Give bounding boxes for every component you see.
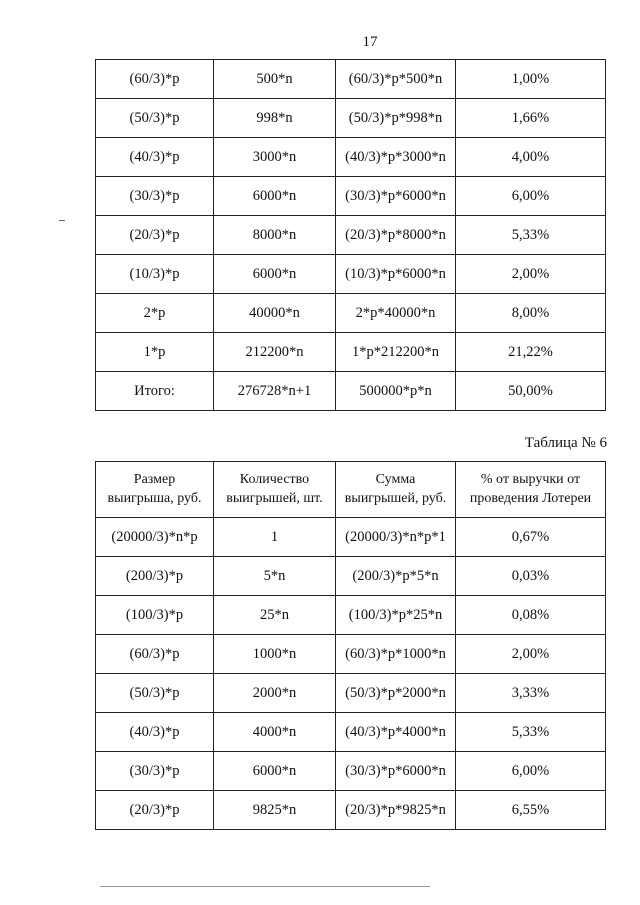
prize-amount-cell: (50/3)*p	[96, 674, 214, 713]
prize-sum-cell: (30/3)*p*6000*n	[336, 177, 456, 216]
prize-amount-cell: (30/3)*p	[96, 177, 214, 216]
margin-mark	[59, 220, 65, 221]
revenue-percent-cell: 1,66%	[456, 99, 606, 138]
prize-sum-cell: 2*p*40000*n	[336, 294, 456, 333]
revenue-percent-cell: 5,33%	[456, 713, 606, 752]
prize-amount-cell: (60/3)*p	[96, 635, 214, 674]
prize-amount-cell: (10/3)*p	[96, 255, 214, 294]
table-row	[96, 138, 606, 177]
table-row	[96, 333, 606, 372]
revenue-percent-cell: 1,00%	[456, 60, 606, 99]
prize-amount-cell: (100/3)*p	[96, 596, 214, 635]
prize-amount-cell: (30/3)*p	[96, 752, 214, 791]
page-number: 17	[362, 34, 378, 50]
revenue-percent-cell: 5,33%	[456, 216, 606, 255]
column-header-prize-count	[214, 462, 336, 518]
header-line: выигрышей, шт.	[226, 490, 323, 506]
table-body	[96, 60, 606, 411]
header-line: выигрышей, руб.	[344, 490, 447, 506]
revenue-percent-cell: 6,00%	[456, 177, 606, 216]
table-header	[96, 462, 606, 518]
total-sum-cell: 500000*p*n	[336, 372, 456, 411]
prize-amount-cell: (200/3)*p	[96, 557, 214, 596]
revenue-percent-cell: 0,03%	[456, 557, 606, 596]
prize-amount-cell: (60/3)*p	[96, 60, 214, 99]
prize-sum-cell: (100/3)*p*25*n	[336, 596, 456, 635]
total-count-cell: 276728*n+1	[214, 372, 336, 411]
revenue-percent-cell: 21,22%	[456, 333, 606, 372]
total-row	[96, 372, 606, 411]
header-line: % от выручки от	[480, 472, 581, 488]
column-header-prize-amount	[96, 462, 214, 518]
table-row	[96, 177, 606, 216]
prize-count-cell: 5*n	[214, 557, 336, 596]
prize-table-continued	[95, 59, 606, 411]
prize-count-cell: 212200*n	[214, 333, 336, 372]
header-line: Сумма	[375, 472, 416, 488]
table-row	[96, 294, 606, 333]
table-caption: Таблица № 6	[524, 435, 607, 451]
header-line: Количество	[239, 472, 310, 488]
prize-count-cell: 3000*n	[214, 138, 336, 177]
prize-count-cell: 1000*n	[214, 635, 336, 674]
table-row	[96, 635, 606, 674]
prize-sum-cell: (40/3)*p*3000*n	[336, 138, 456, 177]
column-header-revenue-percent	[456, 462, 606, 518]
prize-count-cell: 500*n	[214, 60, 336, 99]
revenue-percent-cell: 0,08%	[456, 596, 606, 635]
prize-amount-cell: (40/3)*p	[96, 713, 214, 752]
prize-count-cell: 6000*n	[214, 177, 336, 216]
prize-sum-cell: (50/3)*p*2000*n	[336, 674, 456, 713]
prize-count-cell: 6000*n	[214, 752, 336, 791]
prize-count-cell: 998*n	[214, 99, 336, 138]
prize-count-cell: 2000*n	[214, 674, 336, 713]
prize-amount-cell: (50/3)*p	[96, 99, 214, 138]
header-row	[96, 462, 606, 518]
total-percent-cell: 50,00%	[456, 372, 606, 411]
prize-amount-cell: (20000/3)*n*p	[96, 518, 214, 557]
prize-sum-cell: (30/3)*p*6000*n	[336, 752, 456, 791]
prize-sum-cell: (60/3)*p*500*n	[336, 60, 456, 99]
revenue-percent-cell: 6,00%	[456, 752, 606, 791]
total-label-cell: Итого:	[96, 372, 214, 411]
prize-sum-cell: (20/3)*p*8000*n	[336, 216, 456, 255]
table-row	[96, 674, 606, 713]
prize-sum-cell: (40/3)*p*4000*n	[336, 713, 456, 752]
table-body	[96, 518, 606, 830]
prize-count-cell: 1	[214, 518, 336, 557]
prize-count-cell: 4000*n	[214, 713, 336, 752]
table-row	[96, 791, 606, 830]
prize-count-cell: 8000*n	[214, 216, 336, 255]
prize-sum-cell: (10/3)*p*6000*n	[336, 255, 456, 294]
table-row	[96, 557, 606, 596]
prize-sum-cell: 1*p*212200*n	[336, 333, 456, 372]
prize-sum-cell: (20000/3)*n*p*1	[336, 518, 456, 557]
revenue-percent-cell: 3,33%	[456, 674, 606, 713]
prize-amount-cell: 1*p	[96, 333, 214, 372]
table-row	[96, 518, 606, 557]
prize-amount-cell: 2*p	[96, 294, 214, 333]
revenue-percent-cell: 2,00%	[456, 635, 606, 674]
table-row	[96, 60, 606, 99]
prize-count-cell: 9825*n	[214, 791, 336, 830]
revenue-percent-cell: 4,00%	[456, 138, 606, 177]
page-bottom-rule	[100, 886, 430, 887]
header-line: проведения Лотереи	[469, 490, 592, 506]
prize-sum-cell: (50/3)*p*998*n	[336, 99, 456, 138]
revenue-percent-cell: 2,00%	[456, 255, 606, 294]
prize-count-cell: 40000*n	[214, 294, 336, 333]
table-row	[96, 216, 606, 255]
table-row	[96, 255, 606, 294]
column-header-prize-sum	[336, 462, 456, 518]
prize-amount-cell: (40/3)*p	[96, 138, 214, 177]
table-row	[96, 752, 606, 791]
prize-sum-cell: (20/3)*p*9825*n	[336, 791, 456, 830]
prize-sum-cell: (200/3)*p*5*n	[336, 557, 456, 596]
table-row	[96, 99, 606, 138]
prize-table-6	[95, 461, 606, 830]
revenue-percent-cell: 8,00%	[456, 294, 606, 333]
prize-sum-cell: (60/3)*p*1000*n	[336, 635, 456, 674]
revenue-percent-cell: 0,67%	[456, 518, 606, 557]
revenue-percent-cell: 6,55%	[456, 791, 606, 830]
prize-count-cell: 6000*n	[214, 255, 336, 294]
header-line: Размер	[133, 472, 176, 488]
prize-count-cell: 25*n	[214, 596, 336, 635]
header-line: выигрыша, руб.	[107, 490, 202, 506]
prize-amount-cell: (20/3)*p	[96, 791, 214, 830]
table-row	[96, 596, 606, 635]
prize-amount-cell: (20/3)*p	[96, 216, 214, 255]
table-row	[96, 713, 606, 752]
